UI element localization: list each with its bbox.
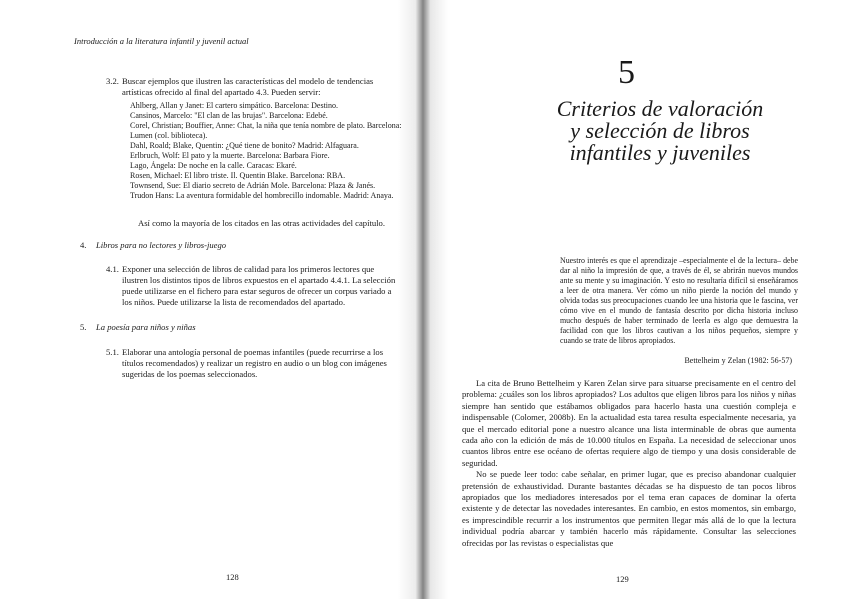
bibliography-entry: Cansinos, Marcelo: "El clan de las brujas". Barcelona: Edebé. (130, 111, 328, 120)
closing-line: Así como la mayoría de los citados en las otras actividades del capítulo. (138, 218, 385, 228)
bibliography-entry: Dahl, Roald; Blake, Quentin: ¿Qué tiene de bonito? Madrid: Alfaguara. (130, 141, 359, 150)
item-5-1-number: 5.1. (106, 347, 119, 357)
bibliography-entry: Corel, Christian; Bouffier, Anne: Chat, la niña que tenía nombre de plato. Barcelona: Lumen (col. biblioteca). (130, 121, 402, 140)
bibliography-entry: Ahlberg, Allan y Janet: El cartero simpático. Barcelona: Destino. (130, 101, 339, 110)
page-number: 128 (226, 572, 239, 582)
chapter-body (462, 378, 796, 549)
section-4-number: 4. (80, 240, 87, 250)
page-number: 129 (616, 574, 629, 584)
chapter-title-line: y selección de libros (570, 118, 750, 143)
epigraph-source: Bettelheim y Zelan (1982: 56-57) (684, 356, 792, 365)
chapter-title-line: Criterios de valoración (556, 96, 764, 121)
bibliography-entry: Lago, Ángela: De noche en la calle. Caracas: Ekaré. (130, 161, 297, 170)
item-3-2-number: 3.2. (106, 76, 119, 86)
chapter-title (510, 98, 810, 164)
bibliography-list (130, 101, 402, 201)
body-paragraph: No se puede leer todo: cabe señalar, en primer lugar, que es preciso abandonar cualquier pretensión de exhaustividad. Durante bastantes décadas se ha dispuesto de tan pocos libros apropiados que los mediadores interesados por el tema eran capaces de dominar la oferta existente y de detectar las novedades interesantes. En cambio, en estos momentos, sin embargo, es imprescindible recurrir a los instrumentos que permiten llegar más allá de lo que la lectura individual podría abarcar y también hacerlo más rápidamente. Consultar las selecciones ofrecidas por las revistas o especialistas que (462, 469, 796, 548)
section-5-number: 5. (80, 322, 87, 332)
item-4-1-text: Exponer una selección de libros de calidad para los primeros lectores que ilustren los distintos tipos de libros expuestos en el apartado 4.4.1. La selección puede utilizarse en el fichero para estar seguros de ofrecer un corpus variado a los niños. Puede utilizarse la lista de recomendados del apartado. (122, 264, 396, 307)
chapter-title-line: infantiles y juveniles (569, 140, 751, 165)
section-5-title: La poesía para niños y niñas (96, 322, 196, 332)
item-5-1-text: Elaborar una antología personal de poemas infantiles (puede recurrirse a los títulos recomendados) y realizar un registro en audio o un blog con imágenes sugeridas de los poemas seleccionados. (122, 347, 387, 379)
bibliography-entry: Rosen, Michael: El libro triste. Il. Quentin Blake. Barcelona: RBA. (130, 171, 346, 180)
item-4-1-number: 4.1. (106, 264, 119, 274)
epigraph: Nuestro interés es que el aprendizaje –especialmente el de la lectura– debe dar al niño la impresión de que, a través de él, se abrirán nuevos mundos ante su mente y su imaginación. Y esto no resultaría difícil si enseñáramos a leer de otra manera. Ver cómo un niño pierde la noción del mundo y olvida todas sus preocupaciones cuando lee una historia que le fascina, ver cómo vive en el mundo de fantasía descrito por dicha historia incluso mucho después de haber terminado de leerla es algo que demuestra la facilidad con que los libros cautivan a los niños pequeños, siempre y cuando se trate de libros apropiados. (560, 256, 798, 345)
bibliography-entry: Trudon Hans: La aventura formidable del hombrecillo indomable. Madrid: Anaya. (130, 191, 394, 200)
section-4-title: Libros para no lectores y libros-juego (96, 240, 227, 250)
bibliography-entry: Erlbruch, Wolf: El pato y la muerte. Barcelona: Barbara Fiore. (130, 151, 330, 160)
running-head: Introducción a la literatura infantil y juvenil actual (74, 36, 249, 46)
body-paragraph: La cita de Bruno Bettelheim y Karen Zelan sirve para situarse precisamente en el centro del problema: ¿cuáles son los libros apropiados? Los adultos que eligen libros para los niños y niñas siempre han sentido que estábamos obligados para hacerlo hasta una cuestión compleja e indispensable (Colomer, 2008b). En la actualidad esta tarea resulta especialmente necesaria, ya que el mercado editorial pone a nuestro alcance una lista interminable de obras que aumenta cada año con la edición de más de 10.000 títulos en España. La necesidad de seleccionar unos cuantos libros entre ese océano de ofertas requiere algo de tiempo y una dosis considerable de seguridad. (462, 378, 796, 468)
chapter-number: 5 (618, 54, 635, 91)
left-page (0, 0, 420, 599)
bibliography-entry: Townsend, Sue: El diario secreto de Adrián Mole. Barcelona: Plaza & Janés. (130, 181, 376, 190)
right-page (440, 0, 848, 599)
item-3-2-text: Buscar ejemplos que ilustren las características del modelo de tendencias artísticas ofrecido al final del apartado 4.3. Pueden servir: (122, 76, 374, 97)
